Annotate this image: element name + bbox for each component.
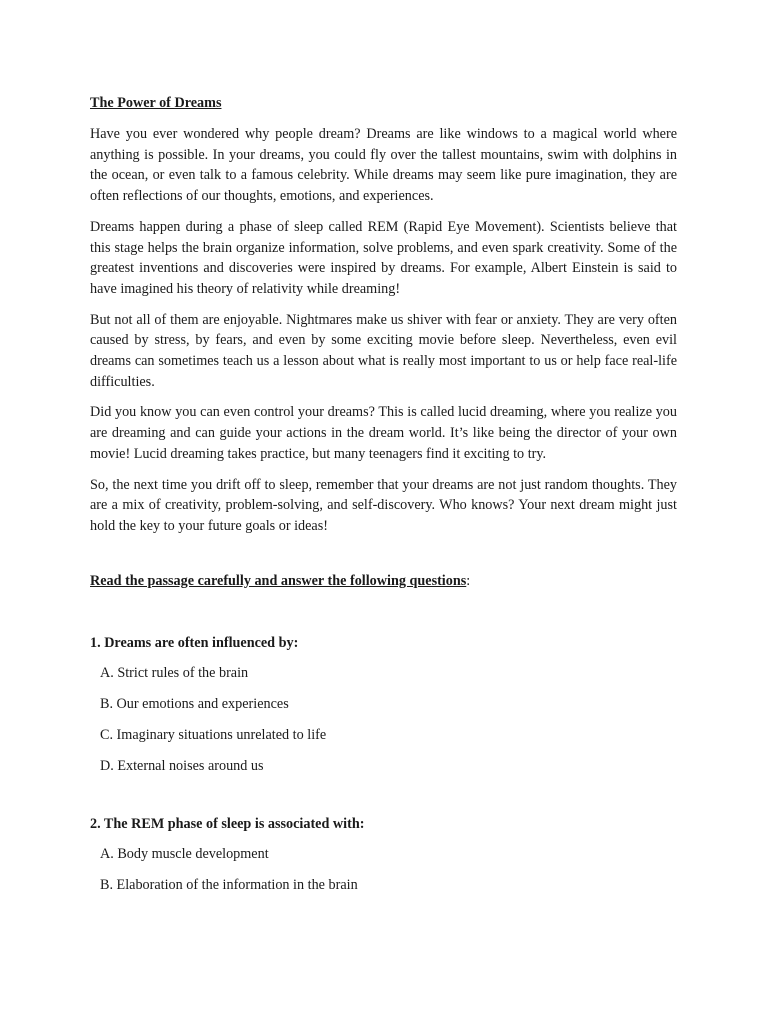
- question-text: 1. Dreams are often influenced by:: [90, 634, 299, 651]
- paragraph-4: Did you know you can even control your dreams? This is called lucid dreaming, where you realize you are dreaming and can guide your actions in the dream world. It’s like being the director of your own movie! Lucid dreaming takes practice, but many teenagers find it exciting to try.: [90, 404, 677, 462]
- question-text: 2. The REM phase of sleep is associated with:: [90, 815, 365, 832]
- question-2: [90, 815, 677, 894]
- option-b: B. Elaboration of the information in the brain: [100, 876, 358, 893]
- option-a: A. Body muscle development: [100, 845, 269, 862]
- paragraph-1: Have you ever wondered why people dream? Dreams are like windows to a magical world where anything is possible. In your dreams, you could fly over the tallest mountains, swim with dolphins in the ocean, or even talk to a famous celebrity. While dreams may seem like pure imagination, they are often reflections of our thoughts, emotions, and experiences.: [90, 126, 677, 205]
- document-page: [90, 94, 677, 907]
- option-b: B. Our emotions and experiences: [100, 695, 289, 712]
- paragraph-3: But not all of them are enjoyable. Nightmares make us shiver with fear or anxiety. They are very often caused by stress, by fears, and even by some exciting movie before sleep. Nevertheless, even evil dreams can sometimes teach us a lesson about what is really most important to us or help face real-life difficulties.: [90, 311, 677, 390]
- passage-title: The Power of Dreams: [90, 95, 222, 111]
- paragraph-5: So, the next time you drift off to sleep, remember that your dreams are not just random thoughts. They are a mix of creativity, problem-solving, and self-discovery. Who knows? Your next dream might just hold the key to your future goals or ideas!: [90, 476, 677, 534]
- option-c: C. Imaginary situations unrelated to life: [100, 726, 327, 743]
- paragraph-2: Dreams happen during a phase of sleep called REM (Rapid Eye Movement). Scientists believe that this stage helps the brain organize information, solve problems, and even spark creativity. Some of the greatest inventions and discoveries were inspired by dreams. For example, Albert Einstein is said to have imagined his theory of relativity while dreaming!: [90, 218, 677, 297]
- question-1: [90, 634, 677, 775]
- option-d: D. External noises around us: [100, 757, 264, 774]
- option-a: A. Strict rules of the brain: [100, 664, 249, 681]
- instruction-suffix: :: [466, 572, 471, 589]
- instruction-text: Read the passage carefully and answer the following questions: [90, 572, 467, 589]
- instruction: [90, 572, 677, 590]
